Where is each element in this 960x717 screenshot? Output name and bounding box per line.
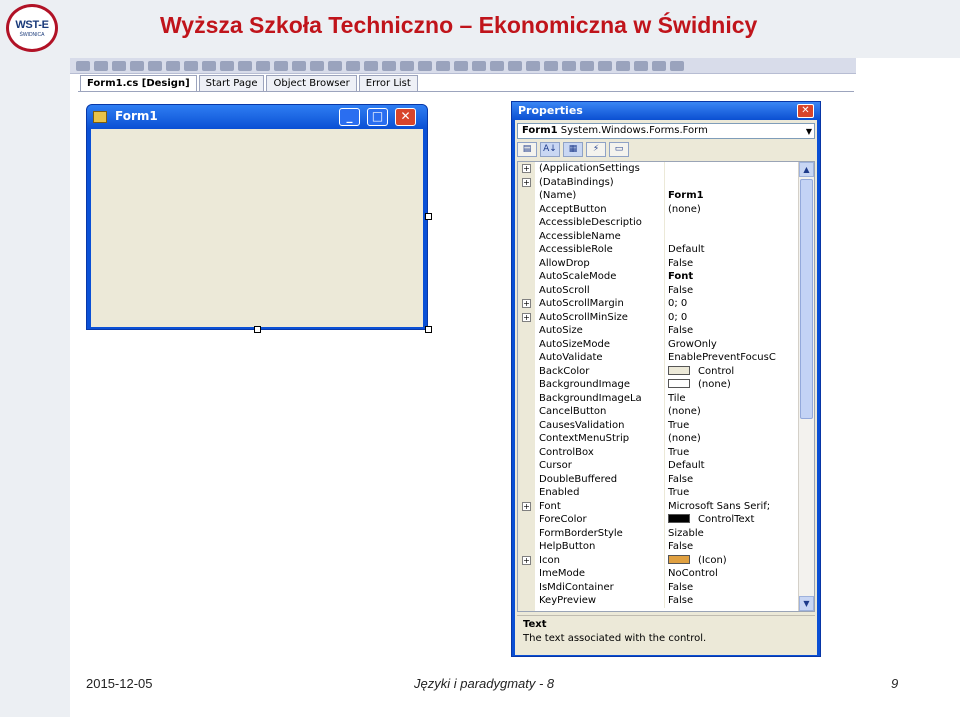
property-name: (Name)	[539, 189, 665, 203]
color-swatch-icon	[668, 514, 690, 523]
properties-icon[interactable]: ▦	[563, 142, 583, 157]
property-name: AutoScrollMinSize	[539, 311, 665, 325]
expand-icon[interactable]	[522, 164, 532, 174]
property-name: AccessibleName	[539, 230, 665, 244]
document-tab[interactable]: Form1.cs [Design]	[80, 75, 197, 91]
expand-icon[interactable]	[522, 299, 532, 309]
property-row[interactable]	[518, 243, 814, 257]
property-row[interactable]	[518, 459, 814, 473]
property-name: AutoScrollMargin	[539, 297, 665, 311]
toolbar-button-icon[interactable]	[400, 61, 414, 71]
property-name: CancelButton	[539, 405, 665, 419]
property-value[interactable]	[666, 581, 796, 595]
property-row[interactable]	[518, 446, 814, 460]
property-name: AutoSizeMode	[539, 338, 665, 352]
property-value[interactable]	[666, 203, 796, 217]
property-value[interactable]	[666, 351, 796, 365]
property-value[interactable]	[666, 473, 796, 487]
toolbar-button-icon[interactable]	[544, 61, 558, 71]
color-swatch-icon	[668, 366, 690, 375]
property-value[interactable]	[666, 527, 796, 541]
property-value-text: (none)	[668, 203, 701, 215]
categorized-icon[interactable]: ▤	[517, 142, 537, 157]
school-logo	[6, 4, 58, 52]
property-value[interactable]	[666, 257, 796, 271]
property-value-text: True	[668, 419, 690, 431]
object-selector[interactable]	[517, 123, 815, 139]
property-row[interactable]	[518, 567, 814, 581]
property-value-text: NoControl	[668, 568, 718, 579]
properties-titlebar[interactable]	[512, 102, 820, 120]
property-name: Font	[539, 500, 665, 514]
property-value-text: ControlText	[698, 514, 755, 525]
form-titlebar[interactable]	[87, 105, 427, 129]
property-value[interactable]	[666, 176, 796, 190]
footer-page-number: 9	[891, 676, 899, 691]
toolbar-button-icon[interactable]	[202, 61, 216, 71]
property-row[interactable]	[518, 486, 814, 500]
property-grid	[517, 161, 815, 612]
property-value[interactable]	[666, 216, 796, 230]
property-value-text: False	[668, 257, 694, 269]
property-value[interactable]	[666, 297, 796, 311]
property-value-text: GrowOnly	[668, 338, 717, 350]
slide-title: Wyższa Szkoła Techniczno – Ekonomiczna w Świdnicy	[160, 12, 758, 38]
designer-form[interactable]	[86, 104, 428, 330]
document-tab[interactable]: Start Page	[199, 75, 265, 91]
property-name: KeyPreview	[539, 594, 665, 608]
logo-text: WST-E	[15, 18, 49, 31]
property-name: IsMdiContainer	[539, 581, 665, 595]
scroll-up-icon[interactable]: ▲	[799, 162, 814, 177]
property-name: (DataBindings)	[539, 176, 665, 190]
property-value-text: Default	[668, 244, 705, 255]
toolbar-button-icon[interactable]	[292, 61, 306, 71]
property-row[interactable]	[518, 594, 814, 608]
property-row[interactable]	[518, 581, 814, 595]
properties-window	[511, 101, 821, 657]
property-value[interactable]	[666, 459, 796, 473]
scroll-down-icon[interactable]: ▼	[799, 596, 814, 611]
toolbar-button-icon[interactable]	[436, 61, 450, 71]
plus-icon: +	[523, 501, 530, 511]
property-value-text: True	[668, 487, 690, 498]
toolbar-button-icon[interactable]	[598, 61, 612, 71]
toolbar-button-icon[interactable]	[670, 61, 684, 71]
property-name: BackColor	[539, 365, 665, 379]
toolbar-button-icon[interactable]	[634, 61, 648, 71]
property-value[interactable]	[666, 243, 796, 257]
property-name: AccessibleDescriptio	[539, 216, 665, 230]
grid-scrollbar[interactable]	[798, 162, 814, 611]
property-value[interactable]	[666, 540, 796, 554]
toolbar-button-icon[interactable]	[184, 61, 198, 71]
property-value-text: False	[668, 541, 694, 552]
property-name: ImeMode	[539, 567, 665, 581]
events-icon[interactable]: ⚡	[586, 142, 606, 157]
property-name: AcceptButton	[539, 203, 665, 217]
property-row[interactable]	[518, 405, 814, 419]
property-row[interactable]	[518, 338, 814, 352]
property-value[interactable]	[666, 419, 796, 433]
property-value[interactable]	[666, 378, 796, 392]
property-row[interactable]	[518, 392, 814, 406]
property-value-text: 0; 0	[668, 311, 688, 323]
description-text: The text associated with the control.	[523, 633, 707, 644]
property-name: Cursor	[539, 459, 665, 473]
property-value-text: Tile	[668, 392, 686, 404]
property-row[interactable]	[518, 311, 814, 325]
property-name: Icon	[539, 554, 665, 568]
form-client-area[interactable]	[91, 129, 423, 327]
visual-studio-screenshot	[70, 58, 856, 668]
property-row[interactable]	[518, 527, 814, 541]
property-value-text: (none)	[668, 433, 701, 444]
footer-date: 2015-12-05	[86, 676, 153, 691]
resize-handle-corner[interactable]	[425, 326, 432, 333]
property-name: AllowDrop	[539, 257, 665, 271]
property-value[interactable]	[666, 365, 796, 379]
property-value[interactable]	[666, 162, 796, 176]
property-pages-icon[interactable]: ▭	[609, 142, 629, 157]
property-value[interactable]	[666, 405, 796, 419]
property-value[interactable]	[666, 513, 796, 527]
property-value-text: False	[668, 473, 694, 485]
property-value-text: EnablePreventFocusC	[668, 352, 776, 363]
tabs-divider	[78, 91, 854, 92]
property-row[interactable]	[518, 257, 814, 271]
property-row[interactable]	[518, 432, 814, 446]
toolbar-button-icon[interactable]	[472, 61, 486, 71]
property-row[interactable]	[518, 554, 814, 568]
property-row[interactable]	[518, 513, 814, 527]
property-value-text: False	[668, 581, 694, 593]
toolbar-button-icon[interactable]	[382, 61, 396, 71]
property-row[interactable]	[518, 230, 814, 244]
property-value[interactable]	[666, 594, 796, 608]
toolbar-button-icon[interactable]	[94, 61, 108, 71]
document-tab[interactable]: Object Browser	[266, 75, 356, 91]
property-name: CausesValidation	[539, 419, 665, 433]
property-value-text: Sizable	[668, 527, 704, 539]
description-pane	[517, 615, 815, 653]
object-name: Form1	[522, 125, 558, 136]
property-row[interactable]	[518, 540, 814, 554]
layout-toolbar	[70, 58, 856, 74]
toolbar-button-icon[interactable]	[580, 61, 594, 71]
property-row[interactable]	[518, 216, 814, 230]
plus-icon: +	[523, 164, 530, 173]
toolbar-button-icon[interactable]	[256, 61, 270, 71]
property-value-text: Font	[668, 271, 694, 282]
color-swatch-icon	[668, 379, 690, 388]
expand-icon[interactable]	[522, 313, 532, 323]
resize-handle-right[interactable]	[425, 213, 432, 220]
logo-subtext: ŚWIDNICA	[19, 31, 45, 38]
object-type: System.Windows.Forms.Form	[560, 125, 708, 136]
property-value[interactable]	[666, 189, 796, 203]
property-value[interactable]	[666, 338, 796, 352]
form-icon	[93, 111, 107, 123]
plus-icon: +	[523, 312, 530, 322]
property-rows	[518, 162, 814, 608]
property-value[interactable]	[666, 284, 796, 298]
toolbar-button-icon[interactable]	[148, 61, 162, 71]
property-value[interactable]	[666, 432, 796, 446]
plus-icon: +	[523, 177, 530, 187]
property-name: Enabled	[539, 486, 665, 500]
toolbar-button-icon[interactable]	[490, 61, 504, 71]
property-row[interactable]	[518, 176, 814, 190]
properties-toolbar	[517, 142, 629, 158]
property-value-text: 0; 0	[668, 298, 688, 309]
toolbar-button-icon[interactable]	[346, 61, 360, 71]
property-row[interactable]	[518, 500, 814, 514]
property-row[interactable]	[518, 365, 814, 379]
property-row[interactable]	[518, 270, 814, 284]
toolbar-button-icon[interactable]	[274, 61, 288, 71]
property-name: FormBorderStyle	[539, 527, 665, 541]
property-row[interactable]	[518, 351, 814, 365]
document-tabs	[80, 75, 420, 91]
resize-handle-bottom[interactable]	[254, 326, 261, 333]
toolbar-button-icon[interactable]	[526, 61, 540, 71]
toolbar-button-icon[interactable]	[562, 61, 576, 71]
toolbar-button-icon[interactable]	[652, 61, 666, 71]
description-title: Text	[523, 619, 547, 630]
toolbar-button-icon[interactable]	[364, 61, 378, 71]
footer-course: Języki i paradygmaty - 8	[414, 676, 555, 691]
property-value-text: False	[668, 595, 694, 606]
plus-icon: +	[523, 555, 530, 565]
chevron-down-icon[interactable]: ▼	[805, 127, 812, 136]
property-value[interactable]	[666, 567, 796, 581]
property-row[interactable]	[518, 419, 814, 433]
alphabetical-icon[interactable]: A↓	[540, 142, 560, 157]
property-row[interactable]	[518, 324, 814, 338]
toolbar-button-icon[interactable]	[508, 61, 522, 71]
maximize-button[interactable]: □	[367, 108, 388, 126]
property-name: AutoScroll	[539, 284, 665, 298]
property-row[interactable]	[518, 189, 814, 203]
scroll-thumb[interactable]	[800, 179, 813, 419]
toolbar-button-icon[interactable]	[616, 61, 630, 71]
property-name: DoubleBuffered	[539, 473, 665, 487]
property-value-text: False	[668, 284, 694, 296]
property-name: ContextMenuStrip	[539, 432, 665, 446]
toolbar-button-icon[interactable]	[310, 61, 324, 71]
property-name: AutoValidate	[539, 351, 665, 365]
minimize-button[interactable]: _	[339, 108, 360, 126]
property-value-text: (none)	[668, 406, 701, 417]
property-value[interactable]	[666, 446, 796, 460]
toolbar-button-icon[interactable]	[418, 61, 432, 71]
property-name: HelpButton	[539, 540, 665, 554]
property-value[interactable]	[666, 392, 796, 406]
close-button[interactable]: ✕	[395, 108, 416, 126]
property-row[interactable]	[518, 378, 814, 392]
property-value[interactable]	[666, 500, 796, 514]
property-value[interactable]	[666, 324, 796, 338]
toolbar-button-icon[interactable]	[238, 61, 252, 71]
property-value[interactable]	[666, 270, 796, 284]
property-row[interactable]	[518, 162, 814, 176]
toolbar-button-icon[interactable]	[328, 61, 342, 71]
property-value[interactable]	[666, 311, 796, 325]
slide-left-band	[0, 0, 70, 717]
property-value[interactable]	[666, 230, 796, 244]
expand-icon[interactable]	[522, 178, 532, 188]
property-value-text: True	[668, 446, 690, 458]
property-value-text: Microsoft Sans Serif;	[668, 500, 771, 512]
property-value-text: (Icon)	[698, 554, 727, 566]
property-name: AccessibleRole	[539, 243, 665, 257]
property-name: (ApplicationSettings	[539, 162, 665, 176]
expand-icon[interactable]	[522, 502, 532, 512]
plus-icon: +	[523, 299, 530, 308]
property-name: BackgroundImageLa	[539, 392, 665, 406]
property-value-text: Control	[698, 365, 735, 377]
color-swatch-icon	[668, 555, 690, 564]
document-tab[interactable]: Error List	[359, 75, 418, 91]
property-name: BackgroundImage	[539, 378, 665, 392]
property-row[interactable]	[518, 473, 814, 487]
form-title: Form1	[115, 109, 158, 123]
property-row[interactable]	[518, 203, 814, 217]
property-name: AutoSize	[539, 324, 665, 338]
property-value-text: Default	[668, 460, 705, 471]
property-row[interactable]	[518, 297, 814, 311]
property-value[interactable]	[666, 486, 796, 500]
property-name: AutoScaleMode	[539, 270, 665, 284]
toolbar-button-icon[interactable]	[130, 61, 144, 71]
toolbar-button-icon[interactable]	[112, 61, 126, 71]
property-value-text: Form1	[668, 190, 704, 201]
toolbar-button-icon[interactable]	[166, 61, 180, 71]
property-value-text: False	[668, 325, 694, 336]
property-name: ControlBox	[539, 446, 665, 460]
properties-close-button[interactable]: ✕	[797, 104, 814, 118]
properties-body	[515, 120, 817, 655]
properties-title: Properties	[518, 104, 583, 117]
toolbar-button-icon[interactable]	[76, 61, 90, 71]
toolbar-button-icon[interactable]	[454, 61, 468, 71]
toolbar-button-icon[interactable]	[220, 61, 234, 71]
property-value[interactable]	[666, 554, 796, 568]
expand-icon[interactable]	[522, 556, 532, 566]
property-name: ForeColor	[539, 513, 665, 527]
property-value-text: (none)	[698, 379, 731, 390]
property-row[interactable]	[518, 284, 814, 298]
